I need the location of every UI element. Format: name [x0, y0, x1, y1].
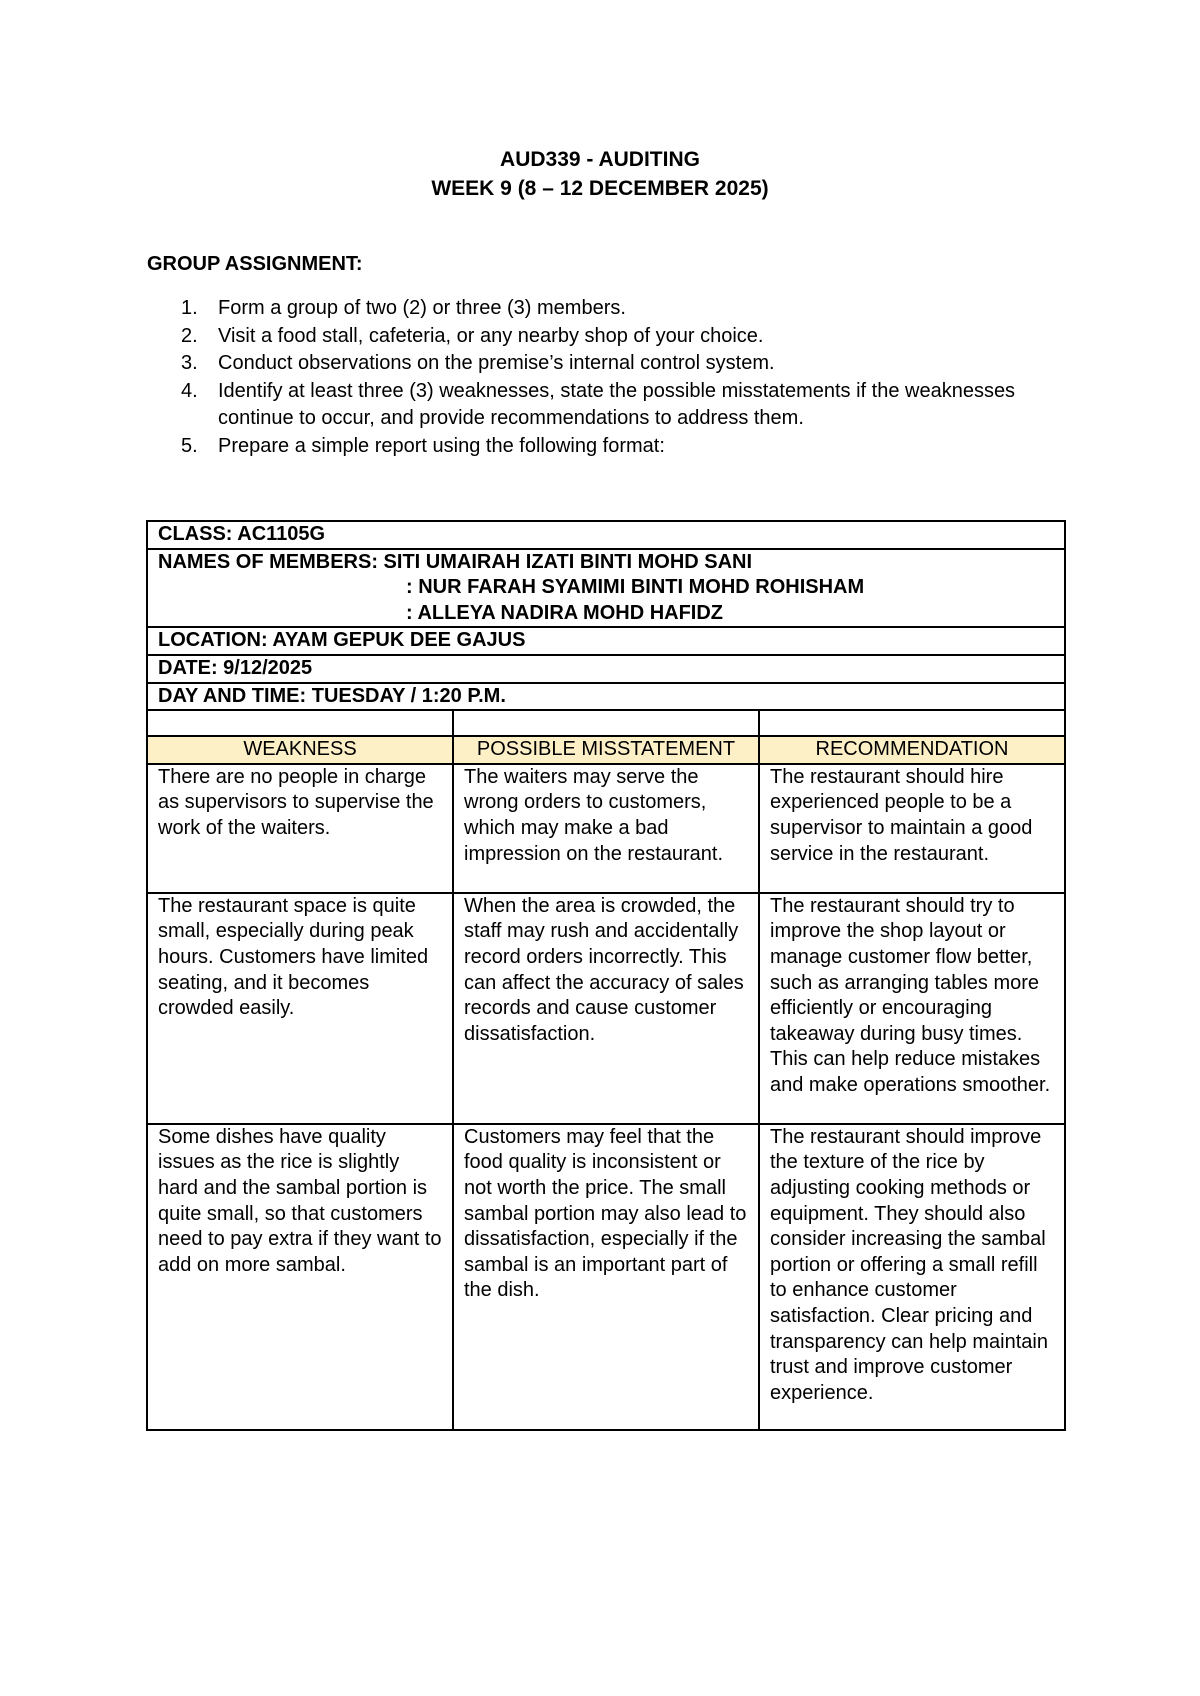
table-header-row	[147, 736, 1065, 764]
members-cell	[147, 549, 1065, 628]
column-header-misstatement: POSSIBLE MISSTATEMENT	[453, 736, 759, 764]
list-number: 1.	[181, 297, 198, 319]
list-number: 4.	[181, 379, 198, 402]
list-item	[147, 295, 1027, 323]
list-item	[147, 378, 1027, 433]
table-row	[147, 683, 1065, 711]
recommendation-cell: The restaurant should improve the texture of the rice by adjusting cooking methods or equipment. They should also consider increasing the sambal portion or offering a small refill to enhance customer satisfaction. Clear pricing and transparency can help maintain trust and improve customer experience.	[759, 1124, 1065, 1430]
date-cell: DATE: 9/12/2025	[147, 655, 1065, 683]
instruction-list	[147, 295, 1027, 460]
list-number: 2.	[181, 324, 198, 347]
list-item	[147, 350, 1027, 378]
blank-cell	[453, 710, 759, 736]
blank-cell	[759, 710, 1065, 736]
list-text: Form a group of two (2) or three (3) members.	[218, 297, 626, 319]
member-line-2: : NUR FARAH SYAMIMI BINTI MOHD ROHISHAM	[406, 576, 865, 599]
table-row	[147, 893, 1065, 1124]
list-item	[147, 433, 1027, 461]
column-header-recommendation: RECOMMENDATION	[759, 736, 1065, 764]
list-number: 3.	[181, 352, 198, 374]
list-text: Identify at least three (3) weaknesses, state the possible misstatements if the weaknesses continue to occur, and provide recommendations to address them.	[218, 379, 1016, 429]
column-header-weakness: WEAKNESS	[147, 736, 453, 764]
week-title: WEEK 9 (8 – 12 DECEMBER 2025)	[431, 177, 769, 200]
weakness-cell: There are no people in charge as supervisors to supervise the work of the waiters.	[147, 764, 453, 893]
list-text: Visit a food stall, cafeteria, or any nearby shop of your choice.	[218, 324, 764, 347]
table-row	[147, 764, 1065, 893]
misstatement-cell: The waiters may serve the wrong orders to customers, which may make a bad impression on the restaurant.	[453, 764, 759, 893]
class-cell: CLASS: AC1105G	[147, 521, 1065, 549]
table-row	[147, 627, 1065, 655]
table-row	[147, 521, 1065, 549]
list-text: Conduct observations on the premise’s internal control system.	[218, 352, 775, 374]
recommendation-cell: The restaurant should hire experienced people to be a supervisor to maintain a good service in the restaurant.	[759, 764, 1065, 893]
assignment-heading: GROUP ASSIGNMENT:	[147, 253, 363, 275]
list-item	[147, 323, 1027, 351]
weakness-cell: Some dishes have quality issues as the rice is slightly hard and the sambal portion is quite small, so that customers need to pay extra if they want to add on more sambal.	[147, 1124, 453, 1430]
day-time-cell: DAY AND TIME: TUESDAY / 1:20 P.M.	[147, 683, 1065, 711]
member-line-3: : ALLEYA NADIRA MOHD HAFIDZ	[406, 601, 724, 624]
table-row	[147, 549, 1065, 628]
misstatement-cell: Customers may feel that the food quality is inconsistent or not worth the price. The small sambal portion may also lead to dissatisfaction, especially if the sambal is an important part of the dish.	[453, 1124, 759, 1430]
blank-row	[147, 710, 1065, 736]
list-text: Prepare a simple report using the following format:	[218, 434, 665, 457]
table-row	[147, 1124, 1065, 1430]
recommendation-cell: The restaurant should try to improve the shop layout or manage customer flow better, such as arranging tables more efficiently or encouraging takeaway during busy times. This can help reduce mistakes and make operations smoother.	[759, 893, 1065, 1124]
course-title: AUD339 - AUDITING	[500, 148, 700, 171]
list-number: 5.	[181, 434, 198, 457]
member-line-1: NAMES OF MEMBERS: SITI UMAIRAH IZATI BINTI MOHD SANI	[158, 550, 753, 573]
misstatement-cell: When the area is crowded, the staff may rush and accidentally record orders incorrectly. This can affect the accuracy of sales records and cause customer dissatisfaction.	[453, 893, 759, 1124]
blank-cell	[147, 710, 453, 736]
table-row	[147, 655, 1065, 683]
weakness-cell: The restaurant space is quite small, especially during peak hours. Customers have limited seating, and it becomes crowded easily.	[147, 893, 453, 1124]
location-cell: LOCATION: AYAM GEPUK DEE GAJUS	[147, 627, 1065, 655]
report-table	[146, 520, 1066, 1431]
